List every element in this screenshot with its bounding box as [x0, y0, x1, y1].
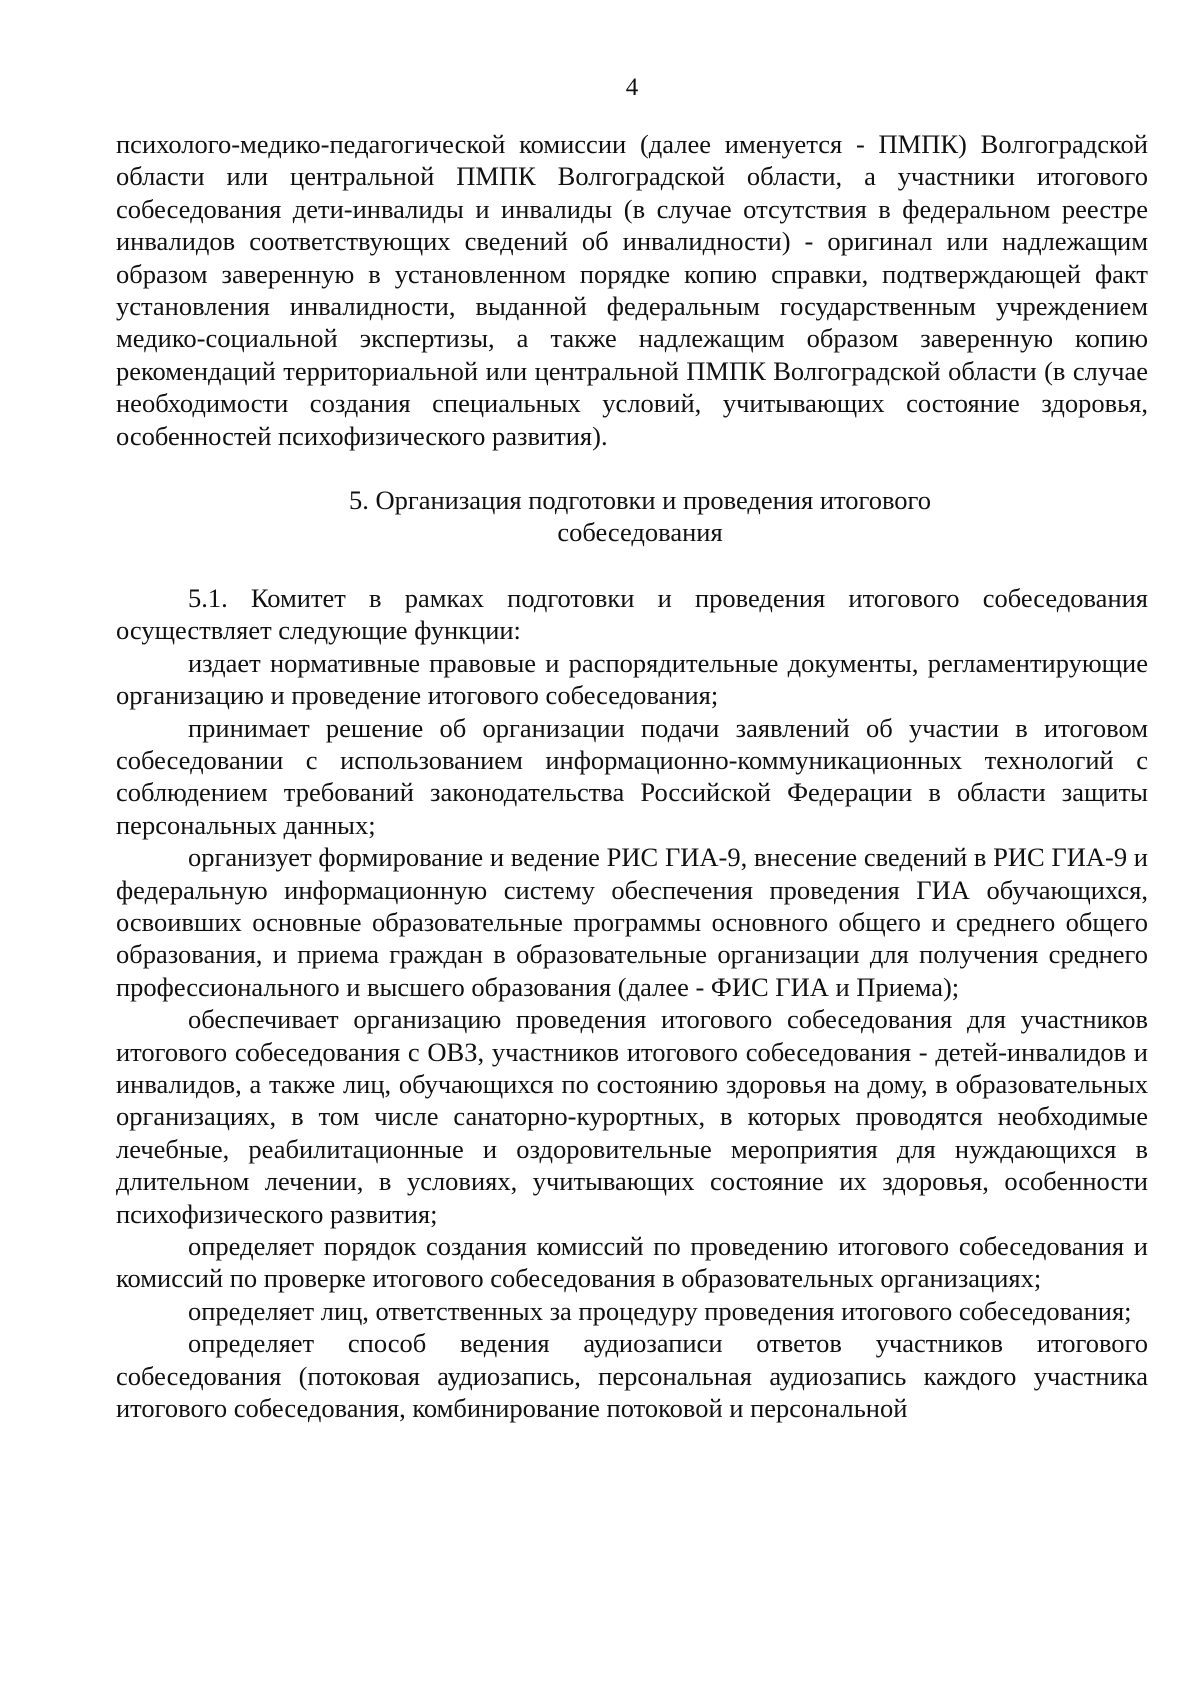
- paragraph-commissions-order: определяет порядок создания комиссий по проведению итогового собеседования и комиссий по проверке итогового собеседования в образовательных организациях;: [116, 1231, 1148, 1294]
- paragraph-5-1: 5.1. Комитет в рамках подготовки и проведения итогового собеседования осуществляет следующие функции:: [116, 582, 1148, 646]
- paragraph-issues-documents: издает нормативные правовые и распорядительные документы, регламентирующие организацию и проведение итогового собеседования;: [116, 647, 1148, 711]
- paragraph-ovz-organization: обеспечивает организацию проведения итогового собеседования для участников итогового собеседования с ОВЗ, участников итогового собеседования - детей-инвалидов и инвалидов, а также лиц, обучающихся по состоянию здоровья на дому, в образовательных организациях, в том числе санаторно-курортных, в которых проводятся необходимые лечебные, реабилитационные и оздоровительные мероприятия для нуждающихся в длительном лечении, в условиях, учитывающих состояние их здоровья, особенности психофизического развития;: [116, 1004, 1148, 1229]
- section-heading: [116, 484, 1148, 549]
- page-number: 4: [625, 74, 639, 101]
- section-heading-line1: 5. Организация подготовки и проведения итогового: [348, 485, 932, 516]
- paragraph-responsible-persons: определяет лиц, ответственных за процедуру проведения итогового собеседования;: [188, 1295, 1132, 1326]
- paragraph-applications-decision: принимает решение об организации подачи заявлений об участии в итоговом собеседовании с использованием информационно-коммуникационных технологий с соблюдением требований законодательства Российской Федерации в области защиты персональных данных;: [116, 712, 1148, 840]
- paragraph-audio-recording: определяет способ ведения аудиозаписи ответов участников итогового собеседования (потоковая аудиозапись, персональная аудиозапись каждого участника итогового собеседования, комбинирование потоковой и персональной: [116, 1328, 1148, 1424]
- document-body: [116, 128, 1148, 1424]
- paragraph-intro: психолого-медико-педагогической комиссии (далее именуется - ПМПК) Волгоградской области или центральной ПМПК Волгоградской области, а участники итогового собеседования дети-инвалиды и инвалиды (в случае отсутствия в федеральном реестре инвалидов соответствующих сведений об инвалидности) - оригинал или надлежащим образом заверенную в установленном порядке копию справки, подтверждающей факт установления инвалидности, выданной федеральным государственным учреждением медико-социальной экспертизы, а также надлежащим образом заверенную копию рекомендаций территориальной или центральной ПМПК Волгоградской области (в случае необходимости создания специальных условий, учитывающих состояние здоровья, особенностей психофизического развития).: [116, 129, 1148, 451]
- section-heading-line2: собеседования: [557, 517, 723, 548]
- paragraph-ris-gia: организует формирование и ведение РИС ГИА-9, внесение сведений в РИС ГИА-9 и федеральную информационную систему обеспечения проведения ГИА обучающихся, освоивших основные образовательные программы основного общего и среднего общего образования, и приема граждан в образовательные организации для получения среднего профессионального и высшего образования (далее - ФИС ГИА и Приема);: [116, 842, 1148, 1002]
